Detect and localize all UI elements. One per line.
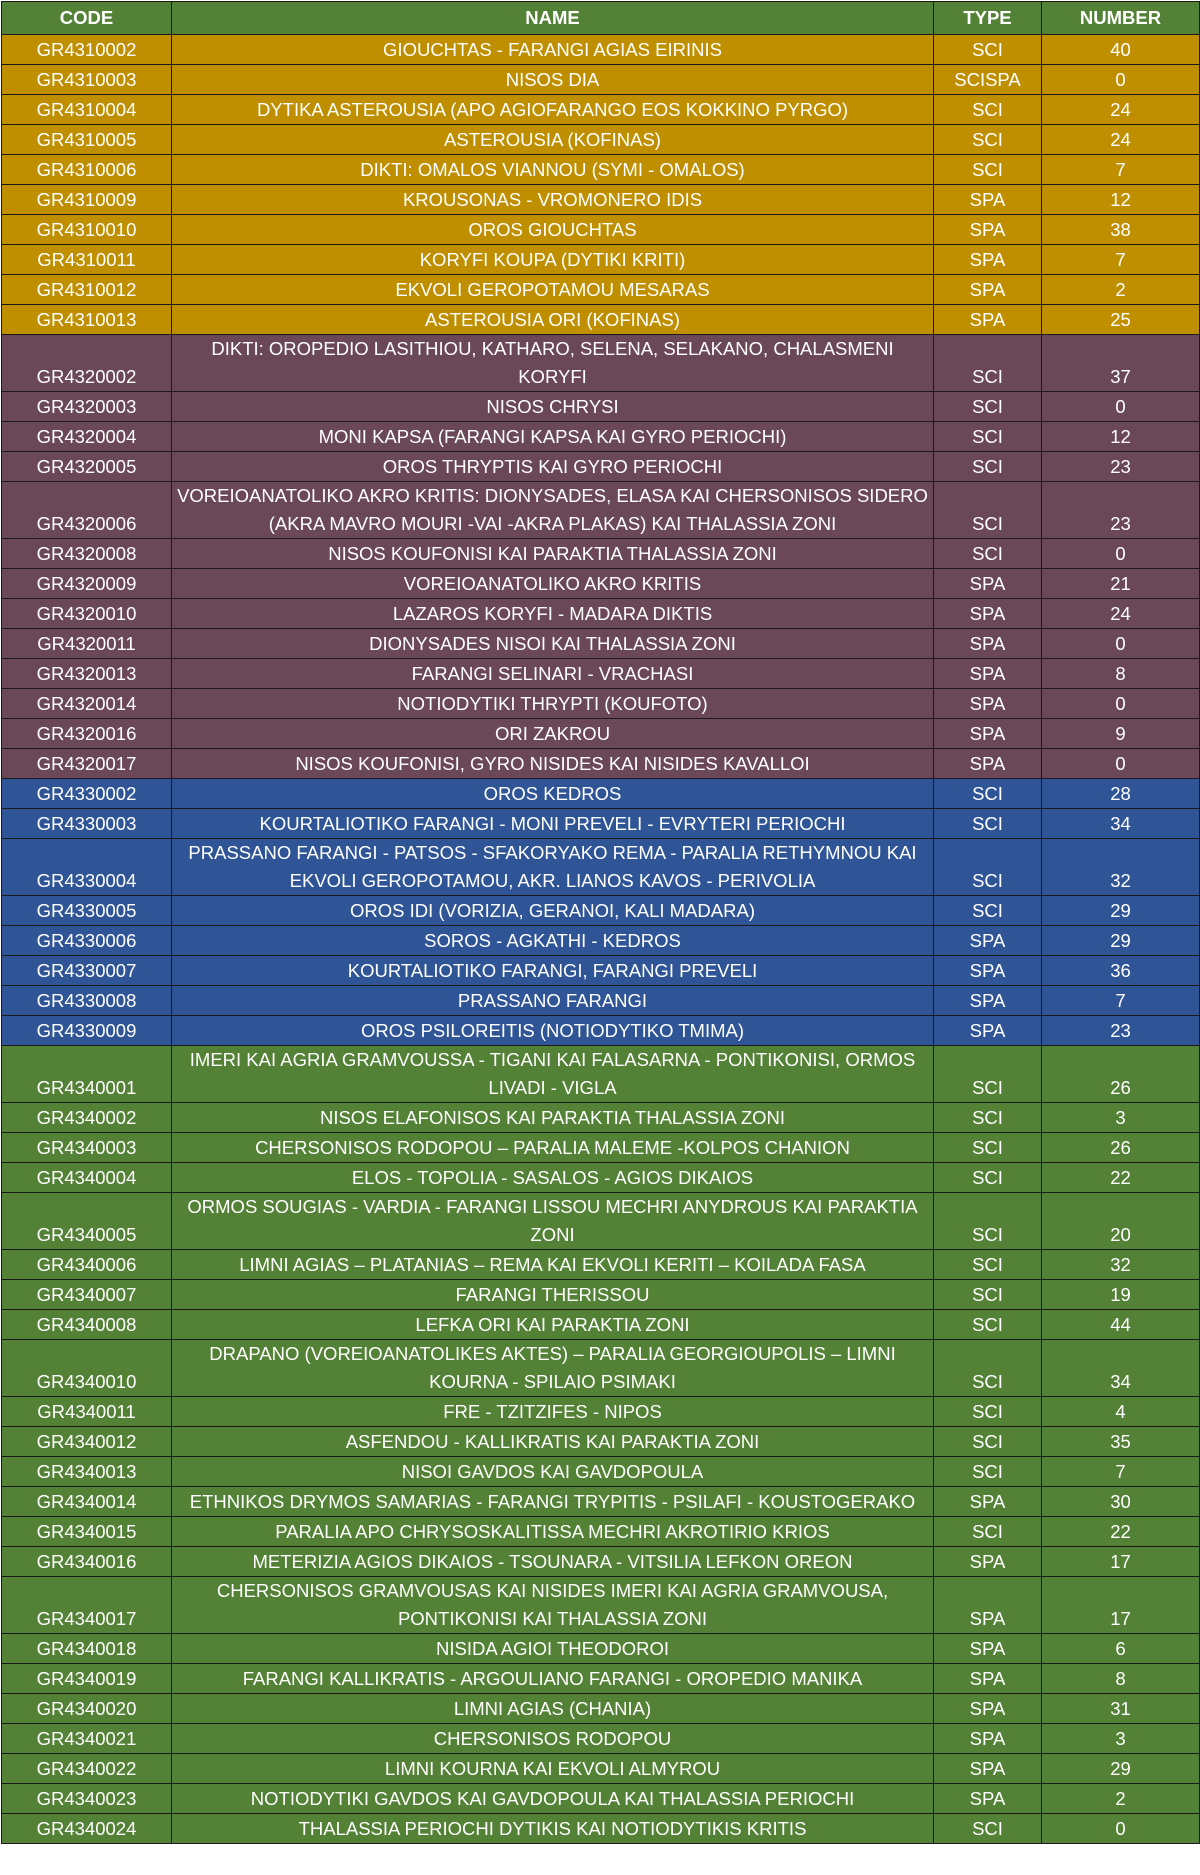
table-row	[2, 1754, 1200, 1784]
cell-type: SPA	[934, 1487, 1042, 1517]
cell-type: SCI	[934, 1310, 1042, 1340]
cell-name: PRASSANO FARANGI	[172, 986, 934, 1016]
cell-name: DIKTI: OROPEDIO LASITHIOU, KATHARO, SELENA, SELAKANO, CHALASMENI KORYFI	[172, 335, 934, 392]
cell-code: GR4340003	[2, 1133, 172, 1163]
table-row	[2, 956, 1200, 986]
cell-number: 7	[1042, 245, 1200, 275]
cell-name: MONI KAPSA (FARANGI KAPSA KAI GYRO PERIOCHI)	[172, 422, 934, 452]
cell-name: METERIZIA AGIOS DIKAIOS - TSOUNARA - VITSILIA LEFKON OREON	[172, 1547, 934, 1577]
cell-code: GR4310003	[2, 65, 172, 95]
cell-type: SPA	[934, 1724, 1042, 1754]
cell-number: 7	[1042, 986, 1200, 1016]
cell-number: 21	[1042, 569, 1200, 599]
cell-code: GR4340012	[2, 1427, 172, 1457]
table-row	[2, 422, 1200, 452]
table-row	[2, 335, 1200, 392]
cell-type: SCI	[934, 35, 1042, 65]
cell-name: FARANGI KALLIKRATIS - ARGOULIANO FARANGI - OROPEDIO MANIKA	[172, 1664, 934, 1694]
table-row	[2, 749, 1200, 779]
cell-type: SPA	[934, 689, 1042, 719]
table-row	[2, 452, 1200, 482]
cell-type: SCI	[934, 125, 1042, 155]
table-row	[2, 1724, 1200, 1754]
cell-number: 12	[1042, 185, 1200, 215]
cell-name: NOTIODYTIKI GAVDOS KAI GAVDOPOULA KAI THALASSIA PERIOCHI	[172, 1784, 934, 1814]
cell-code: GR4340005	[2, 1193, 172, 1250]
cell-name: LAZAROS KORYFI - MADARA DIKTIS	[172, 599, 934, 629]
cell-name: THALASSIA PERIOCHI DYTIKIS KAI NOTIODYTIKIS KRITIS	[172, 1814, 934, 1844]
cell-code: GR4340024	[2, 1814, 172, 1844]
cell-name: NISOS DIA	[172, 65, 934, 95]
cell-type: SCI	[934, 809, 1042, 839]
cell-type: SPA	[934, 185, 1042, 215]
cell-type: SCI	[934, 1397, 1042, 1427]
cell-name: DIKTI: OMALOS VIANNOU (SYMI - OMALOS)	[172, 155, 934, 185]
cell-name: NOTIODYTIKI THRYPTI (KOUFOTO)	[172, 689, 934, 719]
cell-name: KORYFI KOUPA (DYTIKI KRITI)	[172, 245, 934, 275]
cell-name: LIMNI AGIAS (CHANIA)	[172, 1694, 934, 1724]
cell-number: 3	[1042, 1724, 1200, 1754]
table-row	[2, 1250, 1200, 1280]
cell-name: DYTIKA ASTEROUSIA (APO AGIOFARANGO EOS KOKKINO PYRGO)	[172, 95, 934, 125]
table-row	[2, 629, 1200, 659]
cell-type: SCI	[934, 1517, 1042, 1547]
cell-number: 26	[1042, 1133, 1200, 1163]
cell-name: ORMOS SOUGIAS - VARDIA - FARANGI LISSOU MECHRI ANYDROUS KAI PARAKTIA ZONI	[172, 1193, 934, 1250]
table-row	[2, 1310, 1200, 1340]
cell-number: 12	[1042, 422, 1200, 452]
cell-code: GR4310005	[2, 125, 172, 155]
cell-number: 38	[1042, 215, 1200, 245]
cell-number: 37	[1042, 335, 1200, 392]
cell-type: SCI	[934, 452, 1042, 482]
table-row	[2, 569, 1200, 599]
cell-name: PARALIA APO CHRYSOSKALITISSA MECHRI AKROTIRIO KRIOS	[172, 1517, 934, 1547]
cell-code: GR4340022	[2, 1754, 172, 1784]
table-row	[2, 1397, 1200, 1427]
cell-number: 20	[1042, 1193, 1200, 1250]
table-row	[2, 986, 1200, 1016]
cell-number: 19	[1042, 1280, 1200, 1310]
cell-type: SPA	[934, 659, 1042, 689]
table-row	[2, 1133, 1200, 1163]
cell-type: SCI	[934, 1046, 1042, 1103]
cell-name: IMERI KAI AGRIA GRAMVOUSSA - TIGANI KAI FALASARNA - PONTIKONISI, ORMOS LIVADI - VIGLA	[172, 1046, 934, 1103]
cell-type: SCI	[934, 539, 1042, 569]
cell-code: GR4320003	[2, 392, 172, 422]
cell-code: GR4340008	[2, 1310, 172, 1340]
cell-type: SCI	[934, 335, 1042, 392]
cell-name: PRASSANO FARANGI - PATSOS - SFAKORYAKO REMA - PARALIA RETHYMNOU KAI EKVOLI GEROPOTAMOU, AKR. LIANOS KAVOS - PERIVOLIA	[172, 839, 934, 896]
cell-type: SPA	[934, 1754, 1042, 1784]
cell-number: 44	[1042, 1310, 1200, 1340]
cell-type: SPA	[934, 926, 1042, 956]
table-row	[2, 1664, 1200, 1694]
cell-code: GR4340002	[2, 1103, 172, 1133]
table-row	[2, 599, 1200, 629]
cell-type: SCI	[934, 1133, 1042, 1163]
cell-name: LEFKA ORI KAI PARAKTIA ZONI	[172, 1310, 934, 1340]
cell-code: GR4340019	[2, 1664, 172, 1694]
cell-code: GR4310011	[2, 245, 172, 275]
cell-number: 2	[1042, 1784, 1200, 1814]
cell-code: GR4340016	[2, 1547, 172, 1577]
cell-number: 0	[1042, 689, 1200, 719]
table-row	[2, 1694, 1200, 1724]
cell-type: SCI	[934, 1280, 1042, 1310]
cell-code: GR4310006	[2, 155, 172, 185]
cell-type: SCI	[934, 1340, 1042, 1397]
cell-code: GR4330002	[2, 779, 172, 809]
cell-name: NISOI GAVDOS KAI GAVDOPOULA	[172, 1457, 934, 1487]
cell-code: GR4340017	[2, 1577, 172, 1634]
cell-type: SCI	[934, 155, 1042, 185]
cell-code: GR4320017	[2, 749, 172, 779]
table-row	[2, 1784, 1200, 1814]
cell-name: ORI ZAKROU	[172, 719, 934, 749]
cell-number: 32	[1042, 1250, 1200, 1280]
cell-code: GR4310012	[2, 275, 172, 305]
cell-type: SCI	[934, 1163, 1042, 1193]
table-row	[2, 1280, 1200, 1310]
table-row	[2, 1340, 1200, 1397]
cell-number: 24	[1042, 599, 1200, 629]
cell-code: GR4340023	[2, 1784, 172, 1814]
cell-name: ETHNIKOS DRYMOS SAMARIAS - FARANGI TRYPITIS - PSILAFI - KOUSTOGERAKO	[172, 1487, 934, 1517]
cell-number: 2	[1042, 275, 1200, 305]
cell-code: GR4330004	[2, 839, 172, 896]
cell-number: 3	[1042, 1103, 1200, 1133]
cell-code: GR4340021	[2, 1724, 172, 1754]
cell-type: SCI	[934, 482, 1042, 539]
table-row	[2, 896, 1200, 926]
cell-type: SCI	[934, 839, 1042, 896]
cell-code: GR4320013	[2, 659, 172, 689]
cell-code: GR4320005	[2, 452, 172, 482]
cell-code: GR4310004	[2, 95, 172, 125]
cell-code: GR4340015	[2, 1517, 172, 1547]
cell-name: EKVOLI GEROPOTAMOU MESARAS	[172, 275, 934, 305]
cell-name: NISOS CHRYSI	[172, 392, 934, 422]
table-row	[2, 1814, 1200, 1844]
cell-type: SCI	[934, 1250, 1042, 1280]
cell-name: KOURTALIOTIKO FARANGI, FARANGI PREVELI	[172, 956, 934, 986]
cell-number: 0	[1042, 65, 1200, 95]
table-row	[2, 926, 1200, 956]
cell-type: SPA	[934, 245, 1042, 275]
cell-number: 0	[1042, 629, 1200, 659]
cell-name: NISOS KOUFONISI, GYRO NISIDES KAI NISIDES KAVALLOI	[172, 749, 934, 779]
cell-number: 35	[1042, 1427, 1200, 1457]
table-row	[2, 215, 1200, 245]
table-row	[2, 1634, 1200, 1664]
cell-name: ELOS - TOPOLIA - SASALOS - AGIOS DIKAIOS	[172, 1163, 934, 1193]
cell-code: GR4320002	[2, 335, 172, 392]
cell-number: 29	[1042, 926, 1200, 956]
cell-code: GR4340001	[2, 1046, 172, 1103]
cell-number: 29	[1042, 1754, 1200, 1784]
cell-name: CHERSONISOS RODOPOU	[172, 1724, 934, 1754]
table-row	[2, 392, 1200, 422]
cell-code: GR4320004	[2, 422, 172, 452]
cell-type: SPA	[934, 569, 1042, 599]
cell-number: 30	[1042, 1487, 1200, 1517]
cell-number: 24	[1042, 95, 1200, 125]
cell-name: LIMNI KOURNA KAI EKVOLI ALMYROU	[172, 1754, 934, 1784]
cell-number: 0	[1042, 392, 1200, 422]
header-code: CODE	[2, 2, 172, 35]
cell-name: OROS IDI (VORIZIA, GERANOI, KALI MADARA)	[172, 896, 934, 926]
table-row	[2, 1487, 1200, 1517]
cell-name: VOREIOANATOLIKO AKRO KRITIS: DIONYSADES, ELASA KAI CHERSONISOS SIDERO (AKRA MAVRO MOURI -VAI -AKRA PLAKAS) KAI THALASSIA ZONI	[172, 482, 934, 539]
cell-name: ASTEROUSIA (KOFINAS)	[172, 125, 934, 155]
cell-code: GR4330008	[2, 986, 172, 1016]
cell-code: GR4310009	[2, 185, 172, 215]
cell-code: GR4330005	[2, 896, 172, 926]
cell-number: 40	[1042, 35, 1200, 65]
table-row	[2, 305, 1200, 335]
table-row	[2, 1046, 1200, 1103]
cell-number: 23	[1042, 482, 1200, 539]
cell-number: 0	[1042, 1814, 1200, 1844]
cell-type: SPA	[934, 1016, 1042, 1046]
cell-type: SPA	[934, 599, 1042, 629]
cell-type: SCI	[934, 1457, 1042, 1487]
cell-type: SPA	[934, 275, 1042, 305]
cell-number: 23	[1042, 452, 1200, 482]
cell-code: GR4340006	[2, 1250, 172, 1280]
cell-type: SPA	[934, 629, 1042, 659]
cell-number: 36	[1042, 956, 1200, 986]
table-row	[2, 125, 1200, 155]
cell-name: FARANGI THERISSOU	[172, 1280, 934, 1310]
table-row	[2, 1547, 1200, 1577]
cell-type: SCI	[934, 1814, 1042, 1844]
table-row	[2, 185, 1200, 215]
cell-number: 22	[1042, 1163, 1200, 1193]
table-row	[2, 1016, 1200, 1046]
table-row	[2, 689, 1200, 719]
cell-number: 9	[1042, 719, 1200, 749]
cell-name: SOROS - AGKATHI - KEDROS	[172, 926, 934, 956]
cell-code: GR4330009	[2, 1016, 172, 1046]
cell-type: SCI	[934, 1193, 1042, 1250]
cell-type: SCI	[934, 95, 1042, 125]
table-row	[2, 839, 1200, 896]
cell-code: GR4340010	[2, 1340, 172, 1397]
cell-number: 8	[1042, 659, 1200, 689]
cell-code: GR4310010	[2, 215, 172, 245]
cell-code: GR4340004	[2, 1163, 172, 1193]
cell-number: 25	[1042, 305, 1200, 335]
cell-name: KROUSONAS - VROMONERO IDIS	[172, 185, 934, 215]
table-row	[2, 809, 1200, 839]
cell-name: OROS KEDROS	[172, 779, 934, 809]
table-row	[2, 35, 1200, 65]
cell-type: SPA	[934, 1664, 1042, 1694]
cell-number: 7	[1042, 155, 1200, 185]
cell-number: 4	[1042, 1397, 1200, 1427]
cell-number: 22	[1042, 1517, 1200, 1547]
cell-number: 6	[1042, 1634, 1200, 1664]
cell-name: LIMNI AGIAS – PLATANIAS – REMA KAI EKVOLI KERITI – KOILADA FASA	[172, 1250, 934, 1280]
cell-type: SCI	[934, 779, 1042, 809]
header-row	[2, 2, 1200, 35]
table-row	[2, 155, 1200, 185]
cell-number: 31	[1042, 1694, 1200, 1724]
cell-name: VOREIOANATOLIKO AKRO KRITIS	[172, 569, 934, 599]
cell-code: GR4340011	[2, 1397, 172, 1427]
cell-name: DRAPANO (VOREIOANATOLIKES AKTES) – PARALIA GEORGIOUPOLIS – LIMNI KOURNA - SPILAIO PSIMAKI	[172, 1340, 934, 1397]
cell-code: GR4320011	[2, 629, 172, 659]
cell-code: GR4340007	[2, 1280, 172, 1310]
cell-code: GR4340018	[2, 1634, 172, 1664]
cell-number: 34	[1042, 1340, 1200, 1397]
cell-code: GR4330006	[2, 926, 172, 956]
cell-code: GR4320016	[2, 719, 172, 749]
cell-type: SCI	[934, 392, 1042, 422]
cell-type: SPA	[934, 305, 1042, 335]
cell-number: 34	[1042, 809, 1200, 839]
table-row	[2, 1163, 1200, 1193]
cell-code: GR4310013	[2, 305, 172, 335]
cell-type: SPA	[934, 1634, 1042, 1664]
cell-code: GR4340020	[2, 1694, 172, 1724]
cell-type: SPA	[934, 1577, 1042, 1634]
header-number: NUMBER	[1042, 2, 1200, 35]
cell-code: GR4330003	[2, 809, 172, 839]
cell-number: 23	[1042, 1016, 1200, 1046]
table-row	[2, 779, 1200, 809]
table-body	[2, 35, 1200, 1844]
cell-type: SPA	[934, 986, 1042, 1016]
table-row	[2, 65, 1200, 95]
cell-type: SCI	[934, 1103, 1042, 1133]
cell-type: SCI	[934, 896, 1042, 926]
cell-number: 29	[1042, 896, 1200, 926]
cell-number: 0	[1042, 539, 1200, 569]
cell-name: KOURTALIOTIKO FARANGI - MONI PREVELI - EVRYTERI PERIOCHI	[172, 809, 934, 839]
cell-name: OROS GIOUCHTAS	[172, 215, 934, 245]
cell-name: NISOS KOUFONISI KAI PARAKTIA THALASSIA ZONI	[172, 539, 934, 569]
cell-number: 28	[1042, 779, 1200, 809]
cell-number: 17	[1042, 1547, 1200, 1577]
cell-code: GR4320010	[2, 599, 172, 629]
cell-name: ASTEROUSIA ORI (KOFINAS)	[172, 305, 934, 335]
cell-code: GR4320009	[2, 569, 172, 599]
table-row	[2, 245, 1200, 275]
cell-number: 17	[1042, 1577, 1200, 1634]
cell-type: SCI	[934, 1427, 1042, 1457]
cell-number: 7	[1042, 1457, 1200, 1487]
header-name: NAME	[172, 2, 934, 35]
table-row	[2, 1427, 1200, 1457]
table-row	[2, 659, 1200, 689]
table-row	[2, 1103, 1200, 1133]
cell-number: 0	[1042, 749, 1200, 779]
cell-number: 24	[1042, 125, 1200, 155]
cell-name: OROS THRYPTIS KAI GYRO PERIOCHI	[172, 452, 934, 482]
cell-type: SPA	[934, 215, 1042, 245]
cell-name: NISIDA AGIOI THEODOROI	[172, 1634, 934, 1664]
table-row	[2, 1577, 1200, 1634]
cell-code: GR4340013	[2, 1457, 172, 1487]
cell-name: DIONYSADES NISOI KAI THALASSIA ZONI	[172, 629, 934, 659]
cell-code: GR4330007	[2, 956, 172, 986]
cell-number: 26	[1042, 1046, 1200, 1103]
cell-type: SPA	[934, 1784, 1042, 1814]
cell-code: GR4320008	[2, 539, 172, 569]
cell-type: SPA	[934, 1694, 1042, 1724]
cell-name: FRE - TZITZIFES - NIPOS	[172, 1397, 934, 1427]
cell-name: FARANGI SELINARI - VRACHASI	[172, 659, 934, 689]
table-row	[2, 1193, 1200, 1250]
table-row	[2, 539, 1200, 569]
table-row	[2, 1457, 1200, 1487]
table-row	[2, 1517, 1200, 1547]
table-row	[2, 719, 1200, 749]
cell-type: SCI	[934, 422, 1042, 452]
cell-name: CHERSONISOS RODOPOU – PARALIA MALEME -KOLPOS CHANION	[172, 1133, 934, 1163]
cell-number: 32	[1042, 839, 1200, 896]
sites-table	[1, 1, 1200, 1844]
cell-name: CHERSONISOS GRAMVOUSAS KAI NISIDES IMERI KAI AGRIA GRAMVOUSA, PONTIKONISI KAI THALASSIA ZONI	[172, 1577, 934, 1634]
cell-code: GR4310002	[2, 35, 172, 65]
cell-type: SCISPA	[934, 65, 1042, 95]
cell-type: SPA	[934, 956, 1042, 986]
cell-type: SPA	[934, 749, 1042, 779]
cell-code: GR4320006	[2, 482, 172, 539]
cell-name: GIOUCHTAS - FARANGI AGIAS EIRINIS	[172, 35, 934, 65]
cell-name: NISOS ELAFONISOS KAI PARAKTIA THALASSIA ZONI	[172, 1103, 934, 1133]
cell-type: SPA	[934, 719, 1042, 749]
cell-code: GR4340014	[2, 1487, 172, 1517]
table-row	[2, 275, 1200, 305]
cell-name: ASFENDOU - KALLIKRATIS KAI PARAKTIA ZONI	[172, 1427, 934, 1457]
table-row	[2, 482, 1200, 539]
header-type: TYPE	[934, 2, 1042, 35]
cell-name: OROS PSILOREITIS (NOTIODYTIKO TMIMA)	[172, 1016, 934, 1046]
cell-type: SPA	[934, 1547, 1042, 1577]
cell-code: GR4320014	[2, 689, 172, 719]
table-row	[2, 95, 1200, 125]
cell-number: 8	[1042, 1664, 1200, 1694]
